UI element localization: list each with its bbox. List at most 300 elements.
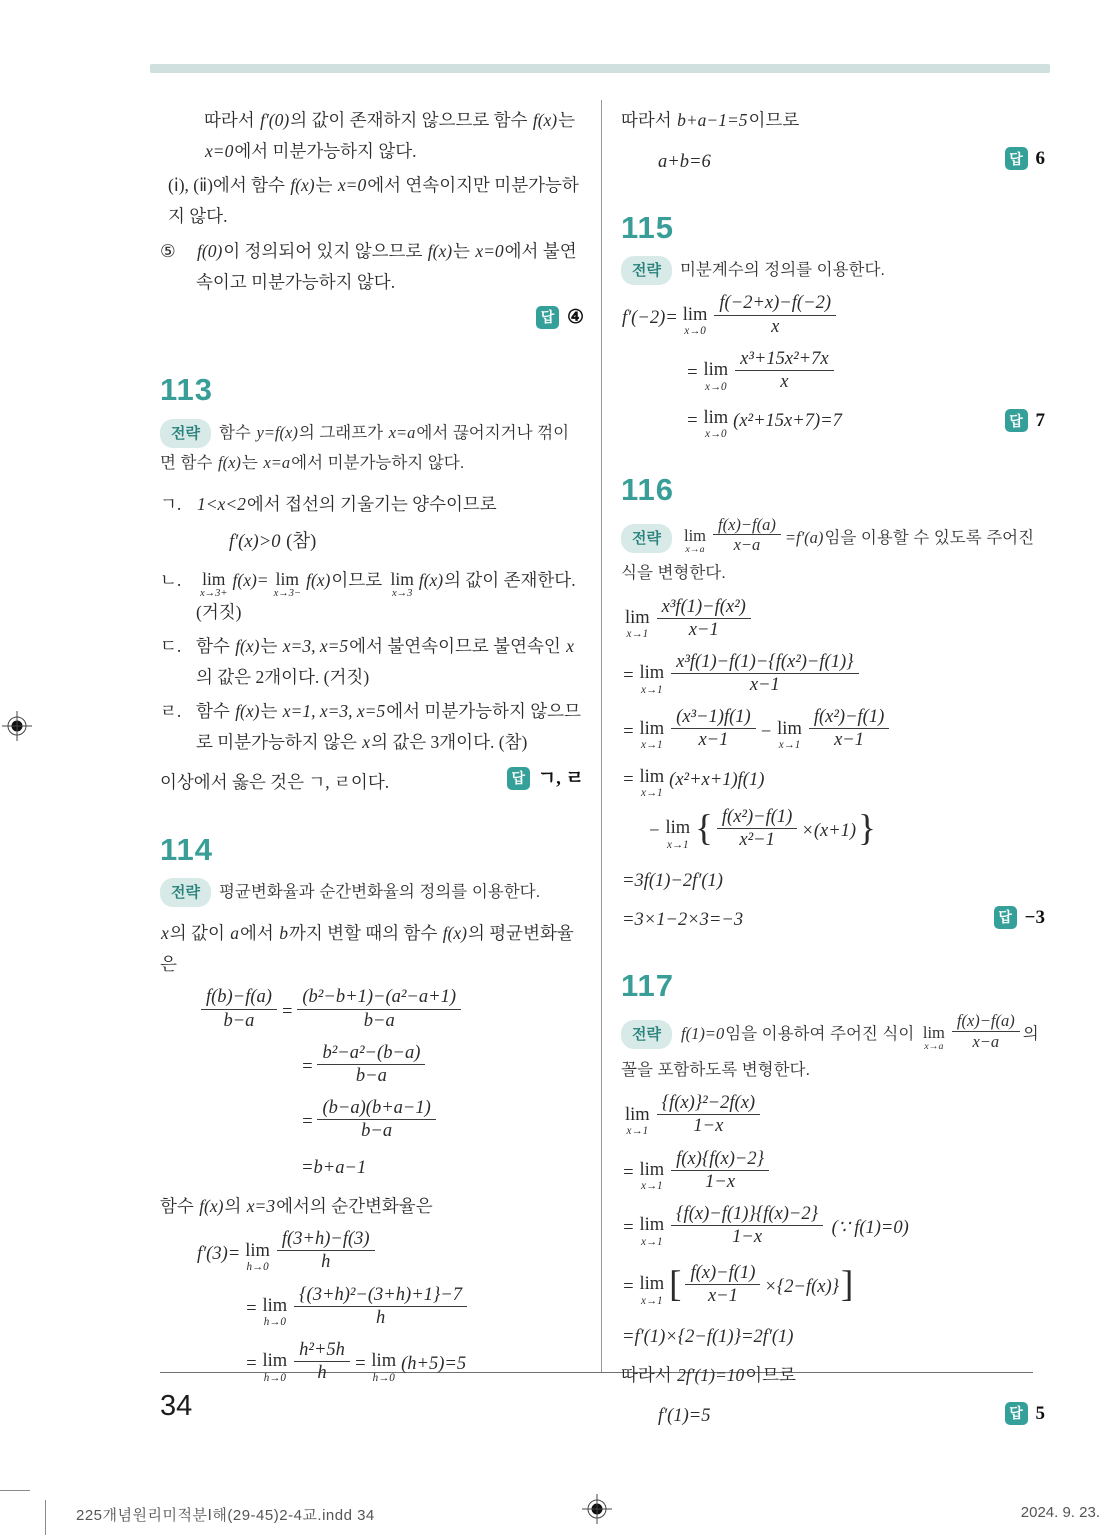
text-run: 이므로 — [748, 110, 800, 130]
fraction-numerator: f(x)−f(a) — [956, 1011, 1015, 1031]
fraction-denominator: x — [714, 315, 836, 339]
answer-badge-group — [994, 904, 1045, 932]
fraction — [671, 651, 858, 697]
math-run: f(x)= — [232, 569, 269, 590]
math-run: = — [622, 721, 635, 742]
registration-mark-icon — [582, 1494, 612, 1524]
limit-operator — [665, 819, 690, 851]
limit-subscript: x→a — [924, 1041, 944, 1052]
fraction-numerator: x³f(1)−f(1)−{f(x²)−f(1)} — [676, 651, 854, 672]
text-run: 는 — [260, 636, 282, 657]
formula-line — [621, 406, 1045, 441]
formula-content — [657, 1403, 1005, 1430]
limit-operator — [684, 527, 706, 555]
fraction — [277, 1228, 375, 1274]
solution-text — [160, 918, 584, 980]
answer-value: 5 — [1035, 1402, 1045, 1424]
limit-subscript: x→1 — [667, 838, 689, 851]
fraction-numerator: f(b)−f(a) — [206, 987, 272, 1008]
answer-badge-group — [1005, 407, 1046, 435]
math-run: f′(3)= — [197, 1243, 241, 1264]
formula-line — [621, 1095, 1045, 1141]
answer-badge: 답 — [1005, 409, 1028, 432]
math-run: b+a−1=5 — [677, 110, 748, 130]
limit-operator — [923, 1024, 945, 1052]
answer-value: 7 — [1035, 409, 1045, 431]
math-run: =3×1−2×3=−3 — [622, 910, 744, 931]
strategy-badge: 전략 — [621, 1020, 672, 1049]
solution-text — [160, 170, 584, 232]
limit-subscript: x→0 — [684, 325, 706, 338]
fraction-numerator: (x³−1)f(1) — [676, 707, 751, 728]
math-run: (h+5)=5 — [401, 1354, 467, 1375]
text-run: 의 값은 2개이다. (거짓) — [196, 667, 370, 688]
limit-word: lim — [639, 663, 665, 684]
math-run: = — [686, 363, 699, 384]
answer-badge-group — [1005, 1400, 1046, 1428]
formula-line — [621, 765, 1045, 797]
math-run: =b+a−1 — [301, 1158, 367, 1179]
fraction-numerator: f(x²)−f(1) — [813, 707, 885, 728]
math-run: − — [648, 821, 661, 842]
math-run: x=0 — [205, 141, 234, 162]
limit-word: lim — [703, 408, 729, 428]
list-marker: ㄹ. — [160, 701, 182, 722]
math-run: = — [301, 1112, 314, 1133]
text-run: 의 값이 존재한다. (거짓) — [196, 569, 576, 622]
text-run: 는 — [315, 175, 337, 196]
left-column — [160, 102, 584, 1397]
math-run: ×(x+1) — [801, 821, 857, 842]
limit-subscript: x→1 — [641, 683, 663, 696]
formula-line — [621, 709, 1045, 755]
text-run: 의 값은 3개이다. (참) — [371, 732, 528, 753]
math-run: = — [280, 1001, 294, 1022]
list-item — [160, 696, 584, 758]
limit-operator — [371, 1352, 396, 1384]
text-run: 의 — [224, 1196, 246, 1217]
math-run: y=f(x) — [256, 422, 298, 442]
answer-badge: 답 — [1005, 147, 1028, 170]
big-delimiter: [ — [669, 1264, 682, 1306]
math-run: = — [622, 1218, 635, 1239]
limit-word: lim — [639, 718, 665, 739]
math-run: a+b=6 — [658, 151, 711, 172]
limit-word: lim — [625, 608, 650, 629]
fraction — [657, 596, 751, 642]
limit-subscript: x→1 — [778, 739, 801, 752]
limit-subscript: x→a — [685, 544, 705, 556]
strategy-note — [621, 256, 1045, 286]
text-run: 의 평균변화율은 — [160, 923, 574, 975]
math-run: 2f′(1)=10 — [677, 1364, 745, 1385]
solution-text — [160, 105, 584, 167]
limit-operator — [777, 720, 802, 752]
formula-line — [621, 1324, 1045, 1351]
list-item-body — [196, 565, 584, 628]
math-run: f(x) — [199, 1196, 224, 1217]
math-run: = — [245, 1299, 258, 1319]
text-run: 따라서 — [621, 1364, 677, 1385]
strategy-note — [160, 418, 584, 479]
fraction-denominator: 1−x — [671, 1225, 823, 1249]
list-item-body — [196, 489, 584, 520]
math-run: f(1)=0 — [680, 1024, 725, 1044]
formula-line — [621, 295, 1045, 341]
list-marker: ㄴ. — [160, 569, 182, 590]
answer-badge-group — [536, 301, 584, 335]
list-item — [160, 565, 584, 628]
fraction-denominator: x−1 — [685, 1284, 760, 1308]
math-run: f(x) — [290, 175, 315, 196]
text-run: 의 그래프가 — [298, 423, 388, 442]
limit-subscript: x→1 — [641, 1235, 663, 1248]
formula-line — [160, 1339, 584, 1388]
text-run: 는 — [241, 454, 263, 473]
text-run: 따라서 — [204, 110, 260, 130]
problem-number: 114 — [160, 832, 214, 868]
formula-line — [160, 1042, 584, 1091]
limit-subscript: x→1 — [641, 1294, 663, 1307]
math-run: = — [245, 1354, 258, 1375]
fraction — [317, 1097, 435, 1143]
fraction-numerator: f(3+h)−f(3) — [281, 1229, 370, 1250]
answer-badge: 답 — [994, 906, 1017, 929]
limit-subscript: x→3+ — [200, 588, 228, 600]
formula-line — [621, 651, 1045, 700]
fraction — [671, 706, 756, 752]
formula-line — [621, 1203, 1045, 1252]
footer-file-info: 225개념원리미적분Ⅰ해(29-45)2-4교.indd 34 — [76, 1507, 375, 1524]
limit-operator — [200, 570, 228, 600]
limit-operator — [245, 1242, 270, 1274]
math-run: x — [161, 923, 169, 944]
fraction-denominator: h — [294, 1306, 467, 1330]
limit-operator — [639, 1275, 664, 1307]
list-item — [160, 236, 584, 298]
math-run: x=1, x=3, x=5 — [282, 701, 386, 722]
math-run: = — [622, 769, 635, 790]
limit-word: lim — [245, 1240, 270, 1261]
formula-content — [657, 149, 1005, 176]
limit-word: lim — [262, 1295, 288, 1316]
strategy-badge: 전략 — [160, 878, 211, 907]
answer-value: ㄱ, ㄹ — [537, 767, 584, 789]
strategy-note — [160, 878, 584, 908]
text-run: (참) — [281, 532, 317, 553]
formula-line — [621, 868, 1045, 895]
math-run: f(x) — [235, 701, 260, 722]
top-accent-bar — [150, 64, 1050, 73]
big-delimiter: { — [695, 808, 713, 850]
limit-word: lim — [371, 1351, 397, 1372]
formula-line — [160, 529, 584, 556]
fraction-denominator: x — [735, 370, 833, 394]
fraction — [952, 1011, 1020, 1052]
fraction — [297, 986, 461, 1032]
limit-operator — [639, 768, 664, 800]
list-marker: ㄱ. — [160, 494, 182, 515]
fraction-numerator: (b−a)(b+a−1) — [322, 1098, 431, 1119]
math-run: x — [362, 732, 371, 753]
formula-line — [160, 1100, 584, 1146]
math-run: = — [301, 1057, 314, 1078]
math-run: =f′(1)×{2−f(1)}=2f′(1) — [622, 1326, 794, 1347]
formula-line — [621, 1400, 1045, 1431]
math-run: x=3, x=5 — [282, 636, 349, 657]
limit-subscript: x→1 — [641, 739, 663, 752]
answer-badge: 답 — [507, 767, 530, 790]
limit-operator — [625, 609, 650, 641]
fraction-numerator: f(x){f(x)−2} — [676, 1148, 765, 1169]
fraction — [671, 1148, 769, 1194]
strategy-note — [621, 514, 1045, 589]
big-delimiter: } — [858, 808, 876, 850]
math-run: x=0 — [337, 175, 367, 196]
limit-subscript: x→1 — [641, 786, 663, 799]
math-run: f(x) — [418, 569, 444, 590]
fraction-numerator: f(x)−f(1) — [690, 1262, 756, 1283]
strategy-badge: 전략 — [160, 419, 211, 448]
limit-word: lim — [639, 1274, 665, 1295]
limit-word: lim — [639, 1215, 665, 1236]
limit-subscript: x→3− — [273, 588, 302, 600]
math-run: f(0) — [197, 240, 223, 261]
crop-mark — [0, 1490, 30, 1491]
text-run: 에서 접선의 기울기는 양수이므로 — [246, 494, 497, 515]
math-run: f′(0) — [260, 110, 290, 130]
answer-badge: 답 — [536, 306, 559, 329]
math-run: f(x) — [532, 110, 558, 130]
text-run: 의 값이 — [169, 923, 230, 944]
formula-line — [160, 1284, 584, 1333]
answer-value: −3 — [1024, 906, 1045, 928]
list-marker: ⑤ — [160, 240, 176, 261]
fraction — [317, 1042, 425, 1088]
text-run: 에서의 순간변화율은 — [276, 1196, 433, 1217]
limit-subscript: h→0 — [263, 1316, 286, 1329]
right-column — [621, 102, 1045, 1439]
strategy-note — [621, 1011, 1045, 1085]
page-number: 34 — [160, 1390, 193, 1422]
strategy-badge: 전략 — [621, 524, 672, 553]
fraction-numerator: x³f(1)−f(x²) — [661, 596, 746, 617]
fraction — [294, 1284, 467, 1330]
list-item-body — [196, 696, 584, 758]
footer-date: 2024. 9. 23. — [1020, 1504, 1100, 1521]
solution-text — [621, 1360, 1045, 1391]
text-run: 의 꼴을 포함하도록 변형한다. — [621, 1025, 1039, 1079]
formula-content — [160, 767, 507, 798]
limit-subscript: x→1 — [641, 1180, 663, 1193]
limit-word: lim — [777, 718, 802, 739]
math-run: f(x) — [218, 453, 241, 473]
fraction — [713, 515, 781, 556]
limit-word: lim — [922, 1022, 945, 1042]
text-run: 의 값이 존재하지 않으므로 함수 — [290, 110, 532, 130]
fraction-numerator: {f(x)−f(1)}{f(x)−2} — [676, 1203, 819, 1224]
list-marker: ㄷ. — [160, 636, 182, 657]
limit-word: lim — [262, 1351, 288, 1372]
problem-number: 115 — [621, 209, 675, 245]
limit-word: lim — [639, 1159, 665, 1180]
text-run: 에서 — [240, 923, 279, 944]
limit-word: lim — [665, 818, 691, 839]
strategy-badge: 전략 — [621, 256, 672, 285]
registration-mark-icon — [2, 711, 32, 741]
fraction-denominator: 1−x — [671, 1170, 769, 1194]
formula-line — [160, 1231, 584, 1277]
fraction-numerator: x³+15x²+7x — [740, 348, 829, 369]
limit-word: lim — [639, 766, 665, 787]
math-run: = — [622, 666, 635, 687]
math-run: x=0 — [475, 240, 504, 261]
formula-line — [160, 1155, 584, 1182]
crop-mark — [45, 1500, 46, 1535]
text-run: 에서 불연속이고 미분가능하지 않다. — [196, 240, 577, 292]
math-run: f(x) — [442, 923, 467, 944]
math-run: f(x) — [306, 569, 331, 590]
math-run: x — [566, 636, 574, 657]
math-run: ×{2−f(x)} — [764, 1277, 840, 1298]
math-run: − — [759, 721, 773, 742]
list-item-body — [196, 236, 584, 298]
fraction-denominator: b−a — [317, 1064, 425, 1088]
fraction — [735, 348, 833, 394]
fraction-denominator: x−1 — [671, 728, 756, 752]
limit-operator — [639, 1161, 664, 1193]
fraction-denominator: x−1 — [671, 673, 858, 697]
text-run: 이므로 — [331, 569, 387, 590]
text-run: 함수 — [196, 636, 235, 657]
math-run: = — [686, 411, 699, 432]
fraction-denominator: x²−1 — [717, 828, 797, 852]
problem-number: 117 — [621, 968, 675, 1004]
formula-line — [621, 805, 1045, 859]
text-run: 에서 미분가능하지 않다. — [291, 454, 465, 473]
limit-word: lim — [682, 304, 708, 325]
fraction-denominator: h — [294, 1361, 350, 1385]
problem-number: 116 — [621, 471, 675, 507]
text-run: 임을 이용할 수 있도록 주어진 식을 변형한다. — [621, 528, 1035, 582]
math-run: f(x) — [235, 636, 260, 657]
answer-badge-group — [507, 762, 584, 796]
math-run: f′(−2)= — [622, 307, 678, 328]
text-run: 이므로 — [745, 1364, 796, 1385]
fraction-denominator: b−a — [201, 1009, 277, 1033]
text-run: 에서 불연속이므로 불연속인 — [349, 636, 566, 657]
limit-subscript: x→1 — [626, 628, 649, 641]
fraction-numerator: h²+5h — [299, 1339, 345, 1360]
limit-subscript: x→1 — [626, 1125, 649, 1137]
text-run: 에서 미분가능하지 않다. — [234, 141, 417, 162]
formula-content — [685, 406, 1005, 441]
formula-line — [621, 1261, 1045, 1315]
fraction-denominator: x−a — [952, 1031, 1020, 1053]
limit-subscript: x→0 — [705, 428, 727, 441]
math-run: = — [622, 1162, 635, 1183]
formula-line — [621, 348, 1045, 397]
list-item — [160, 631, 584, 693]
text-run: 함수 — [218, 423, 256, 442]
fraction-denominator: x−a — [713, 534, 781, 556]
math-run: f′(1)=5 — [658, 1406, 711, 1427]
math-run: f′(x)>0 — [229, 532, 281, 553]
limit-subscript: h→0 — [246, 1261, 269, 1274]
text-run: 는 — [453, 240, 475, 261]
limit-subscript: x→3 — [391, 588, 413, 600]
text-run: 에서 연속이지만 미분가능하지 않다. — [168, 175, 579, 227]
formula-line — [621, 1148, 1045, 1197]
text-run: 까지 변할 때의 함수 — [288, 923, 442, 944]
limit-word: lim — [275, 569, 300, 590]
fraction — [714, 292, 836, 338]
limit-operator — [639, 720, 664, 752]
problem-number: 113 — [160, 371, 214, 407]
limit-word: lim — [683, 526, 706, 546]
math-run: =3f(1)−2f′(1) — [622, 870, 723, 891]
limit-word: lim — [625, 1104, 650, 1125]
fraction-denominator: b−a — [317, 1119, 435, 1143]
list-item — [160, 489, 584, 520]
formula-line — [621, 145, 1045, 176]
answer-badge-group — [1005, 145, 1046, 173]
answer-value: ④ — [566, 306, 584, 328]
math-run: b — [279, 923, 288, 944]
fraction — [671, 1203, 823, 1249]
math-run: =f′(a) — [784, 527, 824, 547]
math-run: x=a — [263, 453, 291, 473]
fraction — [717, 806, 797, 852]
answer-value: 6 — [1035, 148, 1045, 170]
limit-subscript: x→0 — [705, 380, 727, 393]
limit-operator — [639, 664, 664, 696]
text-run: 이상에서 옳은 것은 ㄱ, ㄹ이다. — [160, 772, 390, 793]
math-run: x=3 — [246, 1196, 276, 1217]
big-delimiter: ] — [841, 1264, 854, 1306]
fraction-denominator: b−a — [297, 1009, 461, 1033]
solution-text — [160, 1191, 584, 1222]
fraction-denominator: 1−x — [657, 1114, 760, 1138]
formula-content — [621, 907, 994, 934]
math-run: 1<x<2 — [197, 494, 246, 515]
fraction-numerator: f(x²)−f(1) — [721, 806, 793, 827]
fraction-denominator: x−1 — [809, 728, 889, 752]
fraction-numerator: f(x)−f(a) — [718, 514, 776, 534]
text-run: 평균변화율과 순간변화율의 정의를 이용한다. — [218, 883, 541, 902]
text-run: 임을 이용하여 주어진 식이 — [725, 1025, 919, 1044]
text-run: 이 정의되어 있지 않으므로 — [223, 240, 427, 261]
math-run: (∵ f(1)=0) — [827, 1218, 909, 1239]
fraction-numerator: {(3+h)²−(3+h)+1}−7 — [299, 1284, 463, 1305]
limit-word: lim — [703, 360, 729, 381]
fraction — [809, 706, 889, 752]
limit-operator — [703, 361, 728, 393]
limit-operator — [274, 570, 302, 600]
limit-subscript: h→0 — [372, 1371, 395, 1384]
math-run: x=a — [388, 422, 416, 442]
solution-text — [160, 762, 584, 799]
fraction-numerator: {f(x)}²−2f(x) — [661, 1093, 756, 1114]
math-run: (x²+x+1)f(1) — [669, 769, 765, 790]
math-run: = — [622, 1277, 635, 1298]
limit-operator — [262, 1297, 287, 1329]
fraction-denominator: h — [277, 1250, 375, 1274]
text-run: (ⅰ), (ⅱ)에서 함수 — [168, 175, 290, 196]
limit-operator — [639, 1216, 664, 1248]
fraction — [657, 1092, 760, 1138]
limit-word: lim — [390, 569, 414, 590]
